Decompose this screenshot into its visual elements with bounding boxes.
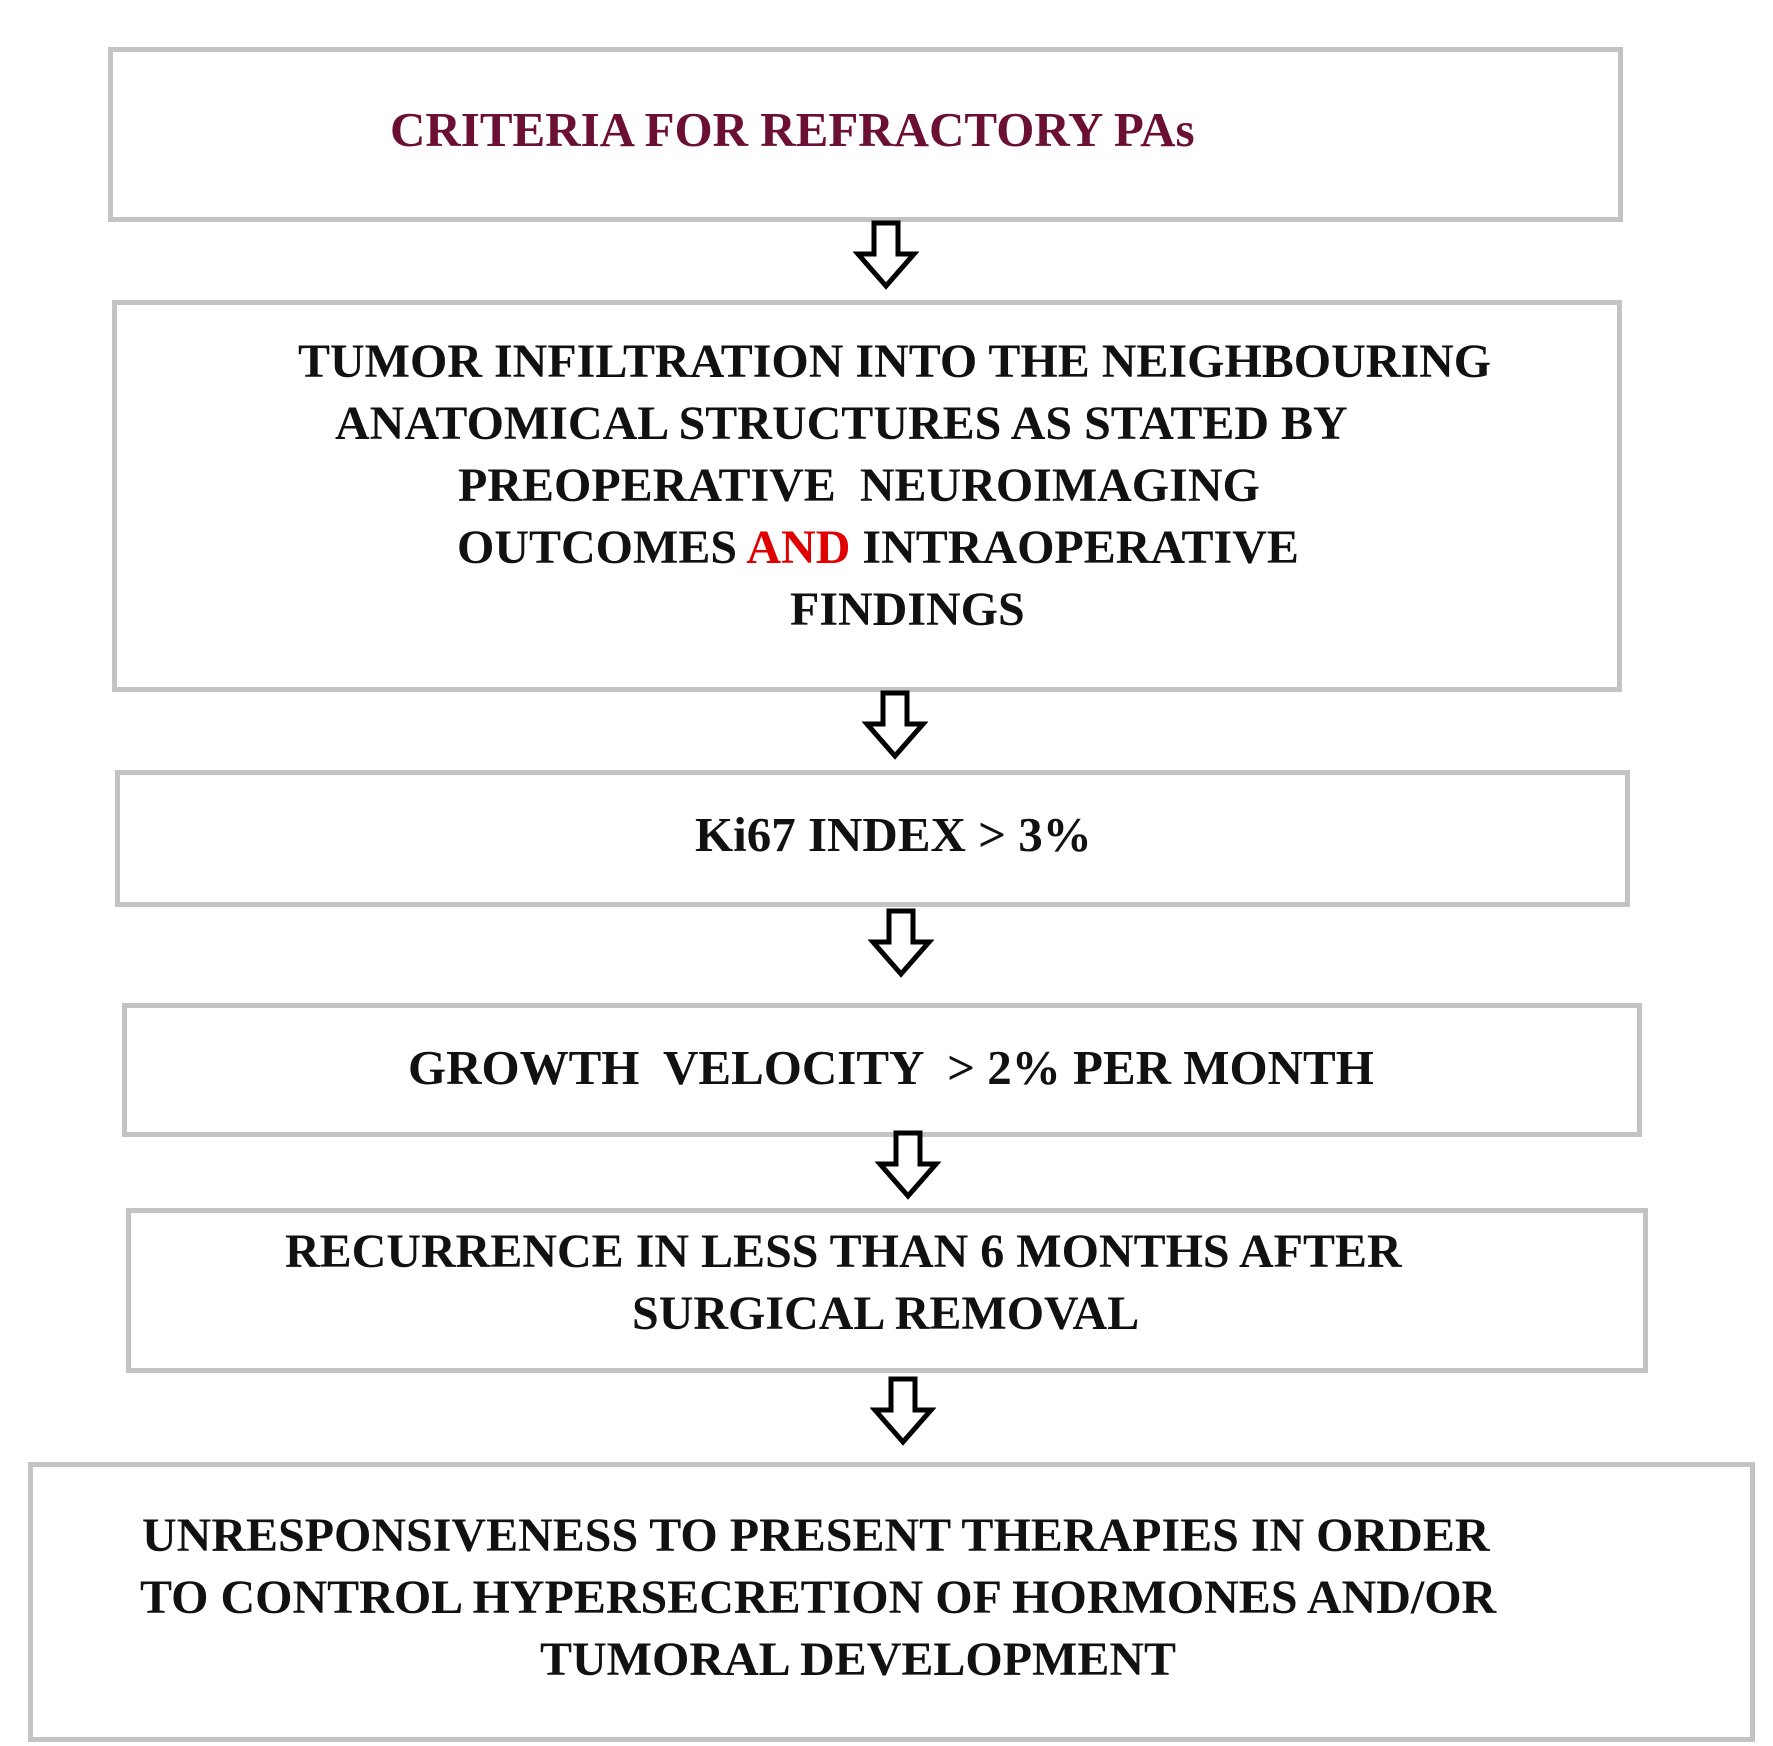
- down-arrow-icon: [875, 1130, 941, 1200]
- criterion-4-line-1: RECURRENCE IN LESS THAN 6 MONTHS AFTER: [285, 1225, 1402, 1278]
- criterion-5-line-3: TUMORAL DEVELOPMENT: [540, 1633, 1177, 1686]
- criterion-1-line-2: ANATOMICAL STRUCTURES AS STATED BY: [335, 397, 1348, 450]
- criterion-4-line-2: SURGICAL REMOVAL: [632, 1287, 1140, 1340]
- criterion-1-line-3: PREOPERATIVE NEUROIMAGING: [458, 459, 1260, 512]
- down-arrow-icon: [868, 908, 934, 978]
- criterion-1-line-5: FINDINGS: [790, 583, 1025, 636]
- criterion-ki67-text: Ki67 INDEX > 3%: [695, 807, 1092, 862]
- criterion-1-line-4: [457, 521, 1299, 574]
- criterion-1-line-4-end: INTRAOPERATIVE: [850, 521, 1299, 574]
- criterion-1-line-1: TUMOR INFILTRATION INTO THE NEIGHBOURING: [298, 335, 1492, 388]
- down-arrow-icon: [862, 690, 928, 760]
- criterion-1-and-emphasis: AND: [746, 521, 851, 574]
- down-arrow-icon: [853, 220, 919, 290]
- criterion-growth-velocity-text: GROWTH VELOCITY > 2% PER MONTH: [408, 1040, 1374, 1095]
- criterion-5-line-2: TO CONTROL HYPERSECRETION OF HORMONES AND/OR: [140, 1571, 1497, 1624]
- diagram-title: CRITERIA FOR REFRACTORY PAs: [390, 102, 1195, 157]
- criterion-5-line-1: UNRESPONSIVENESS TO PRESENT THERAPIES IN ORDER: [142, 1509, 1490, 1562]
- down-arrow-icon: [870, 1376, 936, 1446]
- criterion-1-line-4-start: OUTCOMES: [457, 521, 747, 574]
